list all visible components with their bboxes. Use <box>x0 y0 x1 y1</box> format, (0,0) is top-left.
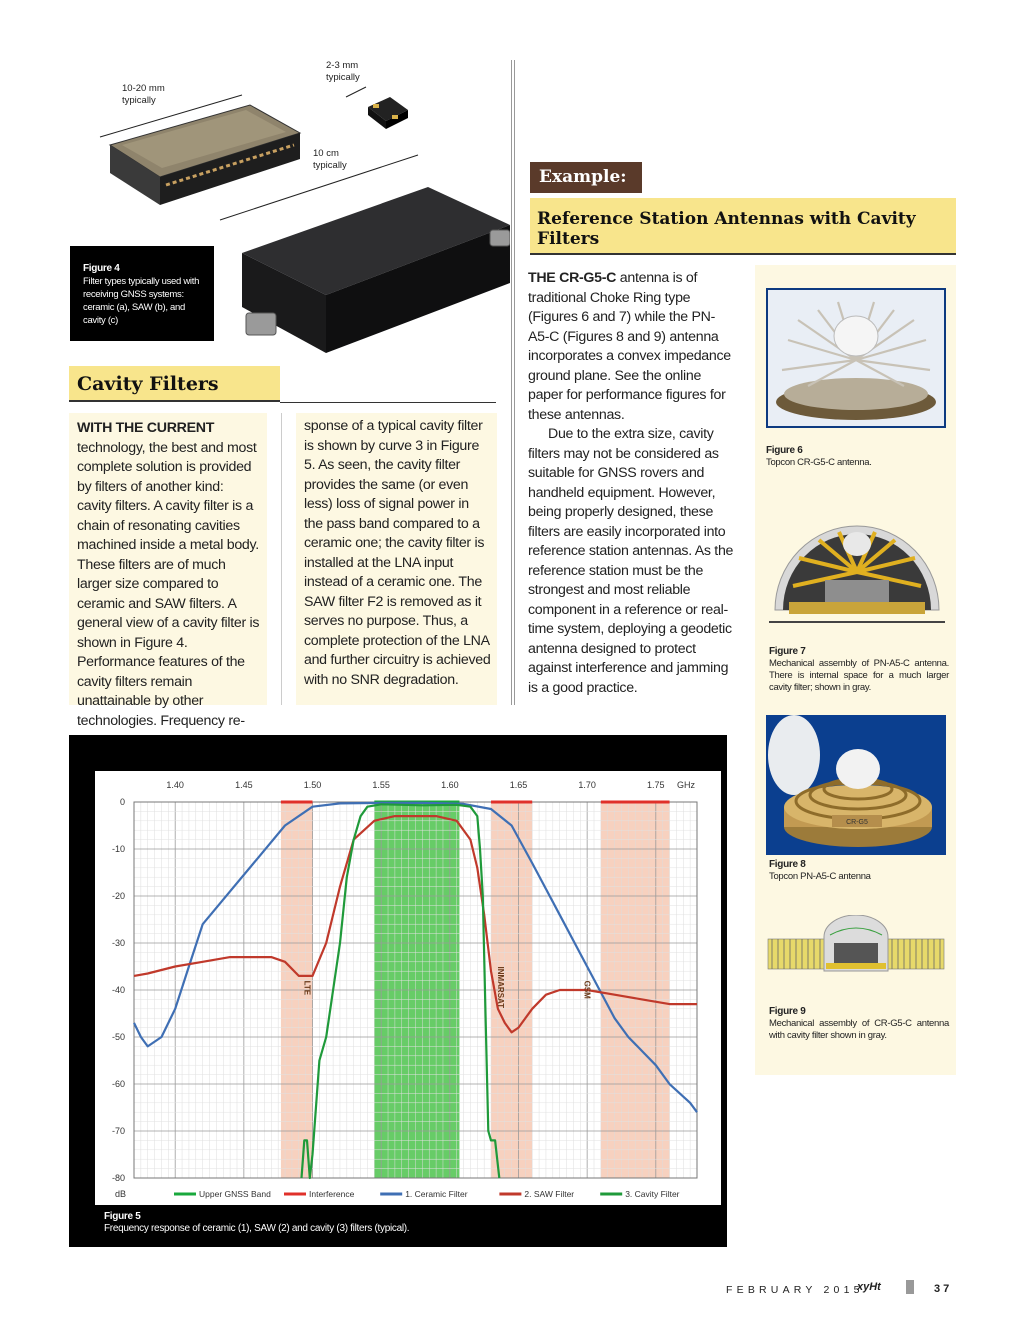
figure5-panel <box>69 735 727 1247</box>
cavity-text-column-1 <box>69 413 267 729</box>
y-tick-label: 0 <box>119 797 125 807</box>
legend-label: Interference <box>309 1189 355 1199</box>
dim-label-saw-1: 10-20 mm <box>122 83 165 94</box>
dim-label-ceramic-1: 2-3 mm <box>326 60 359 71</box>
example-para1: antenna is of traditional Choke Ring type (Figures 6 and 7) while the PN-A5-C (Figures 8 and 9) antenna incorporates a convex impedance ground plane. See the online paper for performance figures for these antennas. <box>528 270 731 423</box>
y-tick-label: -40 <box>111 985 125 995</box>
x-tick-label: 1.75 <box>647 780 665 790</box>
x-tick-label: 1.65 <box>509 780 528 790</box>
y-tick-label: -60 <box>111 1079 125 1089</box>
y-axis-unit: dB <box>115 1189 127 1199</box>
footer-date: FEBRUARY 2015 <box>726 1284 864 1296</box>
figure6-caption-block <box>766 445 951 469</box>
band-label-gsm: GSM <box>582 980 592 999</box>
cavity-filters-heading: Cavity Filters <box>69 366 280 402</box>
example-tab: Example: <box>530 162 642 193</box>
footer-magazine: xyHt <box>857 1281 881 1293</box>
svg-text:10-20 mmtypically <box>122 83 165 106</box>
y-tick-label: -20 <box>111 891 125 901</box>
figure6-label: Figure 6 <box>766 445 803 456</box>
x-tick-label: 1.50 <box>303 780 322 790</box>
y-tick-label: -10 <box>111 844 125 854</box>
y-tick-label: -50 <box>111 1032 125 1042</box>
cavity-text-column-2 <box>296 413 497 705</box>
dim-label-cavity-2: typically <box>313 160 347 171</box>
figure6-caption: Topcon CR-G5-C antenna. <box>766 457 872 468</box>
figure4-caption: Filter types typically used with receiving GNSS systems: ceramic (a), SAW (b), and cavity (c) <box>83 276 200 326</box>
figure8-image <box>766 715 946 855</box>
figure7-caption: Mechanical assembly of PN-A5-C antenna. There is internal space for a much larger cavity filter; shown in gray. <box>769 658 949 693</box>
figure8-caption-block <box>769 859 949 883</box>
x-axis-unit: GHz <box>677 780 695 790</box>
y-tick-label: -70 <box>111 1126 125 1136</box>
figure8-label: Figure 8 <box>769 859 806 870</box>
column-divider-3 <box>281 413 282 705</box>
reference-station-heading: Reference Station Antennas with Cavity Filters <box>530 198 956 255</box>
example-text-column <box>520 265 738 705</box>
svg-text:2-3 mmtypically <box>326 60 360 83</box>
cavity-col2-text: sponse of a typical cavity filter is shown by curve 3 in Figure 5. As seen, the cavity filter provides the same (or even less) loss of signal power in the pass band compared to a ceramic one; the cavity filter is installed at the LNA input instead of a ceramic one. The SAW filter F2 is removed as it serves no purpose. Thus, a complete protection of the LNA and further circuitry is achieved with no SNR degradation. <box>304 418 491 688</box>
legend-label: Upper GNSS Band <box>199 1189 271 1199</box>
figure9-label: Figure 9 <box>769 1006 806 1017</box>
figure9-image <box>766 915 946 977</box>
figure5-caption-block <box>104 1211 409 1235</box>
legend-label: 3. Cavity Filter <box>625 1189 680 1199</box>
cavity-filter-image <box>242 187 510 353</box>
column-divider-2 <box>514 60 515 705</box>
y-tick-label: -80 <box>111 1173 125 1183</box>
svg-text:10 cmtypically <box>313 148 347 171</box>
x-tick-label: 1.60 <box>441 780 459 790</box>
cavity-col1-text: technology, the best and most complete solution is provided by filters of another kind: cavity filters. A cavity filter is a chain of resonating cavities machined inside a metal body. These filters are of much larger size compared to ceramic and SAW filters. A general view of a cavity filter is shown in Figure 4. Performance features of the cavity filters remain unattainable by other technologies. Frequency re- <box>77 439 260 729</box>
x-tick-label: 1.70 <box>578 780 596 790</box>
heading-rule <box>280 402 496 403</box>
figure5-caption: Frequency response of ceramic (1), SAW (2) and cavity (3) filters (typical). <box>104 1223 410 1234</box>
figure7-caption-block <box>769 646 949 694</box>
dim-label-cavity-1: 10 cm <box>313 148 339 159</box>
figure8-nameplate: CR-G5 <box>846 819 868 826</box>
column-divider <box>511 60 512 705</box>
dim-label-saw-2: typically <box>122 95 156 106</box>
legend-label: 1. Ceramic Filter <box>405 1189 468 1199</box>
band-label-inmarsat: INMARSAT <box>495 966 505 1009</box>
page-number: 37 <box>934 1283 953 1295</box>
y-tick-label: -30 <box>111 938 125 948</box>
band-label-lte: LTE <box>302 980 312 996</box>
figure4-label: Figure 4 <box>83 263 120 274</box>
figure9-caption: Mechanical assembly of CR-G5-C antenna with cavity filter shown in gray. <box>769 1018 949 1041</box>
footer-divider <box>906 1280 914 1294</box>
ceramic-filter-image <box>368 97 408 129</box>
figure6-image <box>766 288 946 428</box>
example-para2: Due to the extra size, cavity filters may not be considered as suitable for GNSS rovers and handheld equipment. However, being properly designed, these filters are easily incorporated into reference station antennas. As the reference station must be the strongest and most reliable component in a reference or real-time system, deploying a geodetic antenna designed to protect against interference and jamming is a good practice. <box>528 426 734 696</box>
frequency-response-chart <box>69 735 727 1247</box>
legend-label: 2. SAW Filter <box>524 1189 575 1199</box>
figure-column <box>755 265 956 1075</box>
figure7-image <box>769 510 945 640</box>
x-tick-label: 1.55 <box>372 780 390 790</box>
saw-filter-image <box>110 105 300 205</box>
dim-label-ceramic-2: typically <box>326 72 360 83</box>
figure4-caption-box <box>70 246 214 341</box>
figure9-caption-block <box>769 1006 949 1042</box>
x-tick-label: 1.40 <box>166 780 184 790</box>
cavity-lead-in: WITH THE CURRENT <box>77 420 215 436</box>
example-lead-in: THE CR-G5-C <box>528 270 617 286</box>
x-tick-label: 1.45 <box>235 780 253 790</box>
figure8-caption: Topcon PN-A5-C antenna <box>769 871 871 882</box>
figure7-label: Figure 7 <box>769 646 806 657</box>
figure5-label: Figure 5 <box>104 1211 141 1222</box>
